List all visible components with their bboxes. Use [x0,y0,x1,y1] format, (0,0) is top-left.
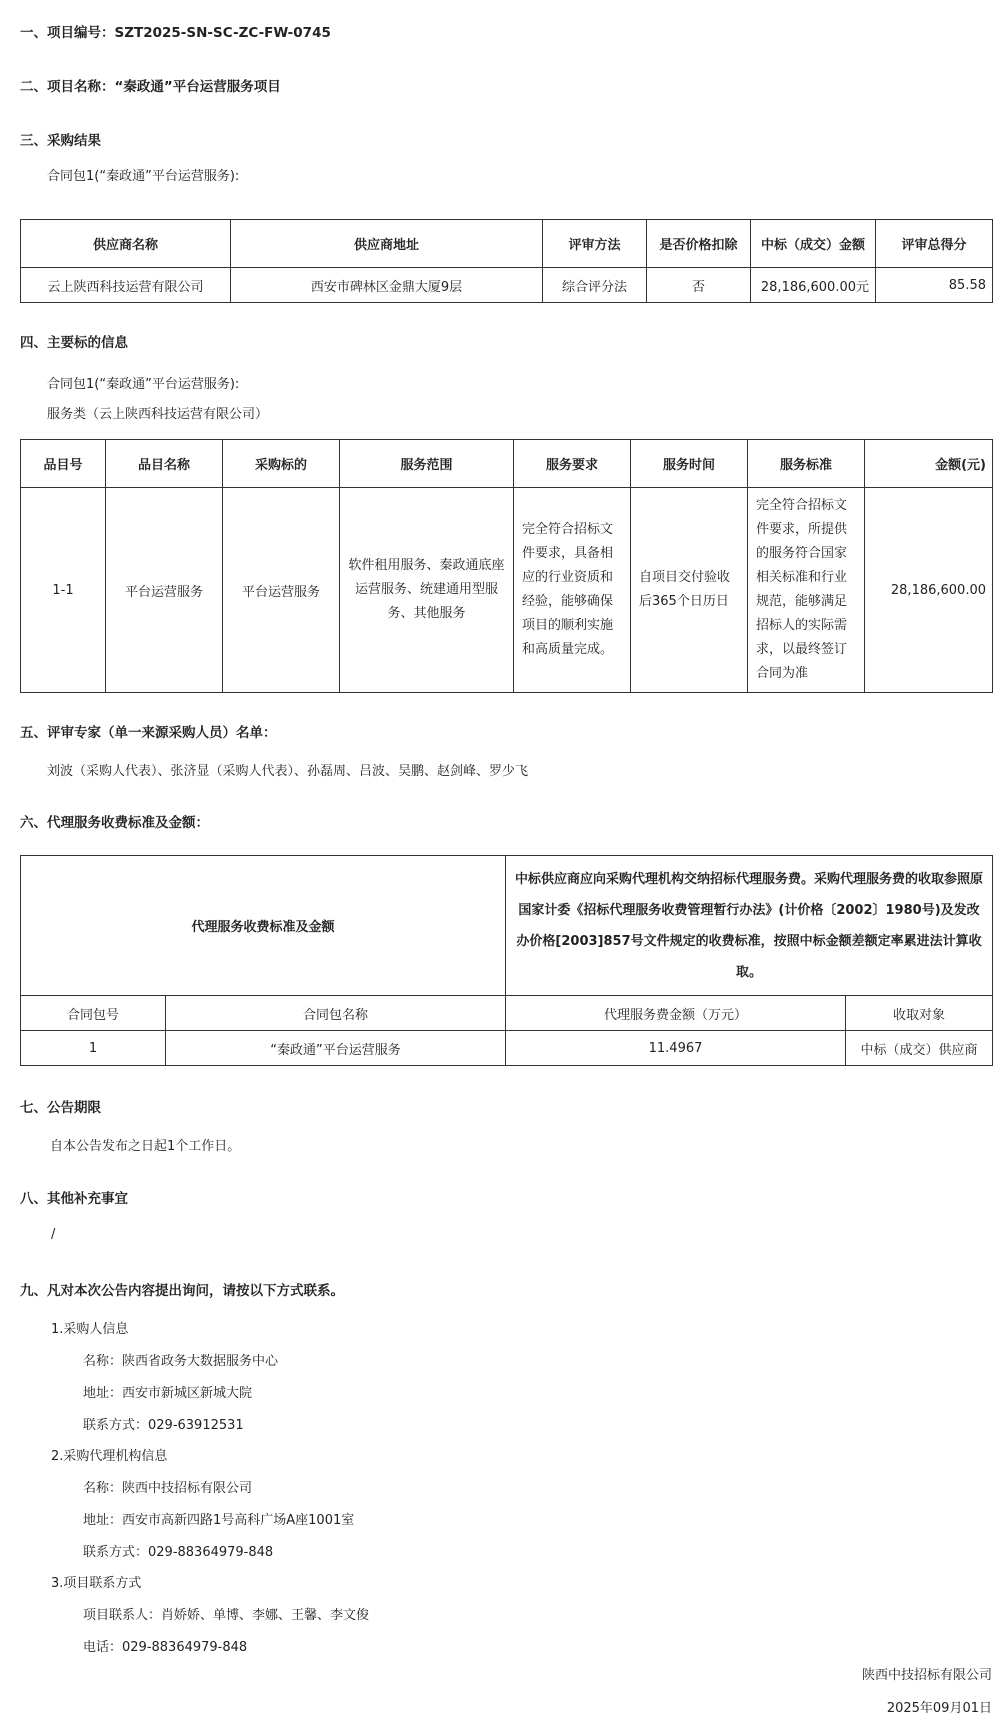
header-cell: 合同包号 [21,996,166,1031]
table-row [21,488,993,693]
agency-name: 名称：陕西中技招标有限公司 [83,1481,253,1496]
total-score-cell: 85.58 [876,268,993,303]
procurement-subject-cell: 平台运营服务 [223,488,340,693]
project-name-label: 二、项目名称： [20,79,115,95]
project-contact-title: 3.项目联系方式 [51,1576,142,1591]
package-number-cell: 1 [21,1031,166,1066]
agency-info-title: 2.采购代理机构信息 [51,1449,168,1464]
experts-list: 刘波（采购人代表）、张济显（采购人代表）、孙磊周、吕波、吴鹏、赵剑峰、罗少飞 [47,764,529,779]
header-cell: 采购标的 [223,440,340,488]
contract-package-label: 合同包1(“秦政通”平台运营服务): [47,169,240,184]
service-requirement-cell: 完全符合招标文件要求，具备相应的行业资质和经验，能够确保项目的顺利实施和高质量完成。 [514,488,631,693]
bid-amount-cell: 28,186,600.00元 [751,268,876,303]
header-cell: 供应商地址 [231,220,543,268]
notice-period-text: 自本公告发布之日起1个工作日。 [50,1139,241,1154]
header-cell: 服务时间 [631,440,748,488]
header-cell: 合同包名称 [166,996,506,1031]
purchaser-info-title: 1.采购人信息 [51,1322,129,1337]
price-deduction-cell: 否 [647,268,751,303]
project-phone: 电话：029-88364979-848 [83,1640,248,1655]
table-header-row [21,996,993,1031]
section-contact-title: 九、凡对本次公告内容提出询问，请按以下方式联系。 [20,1283,344,1299]
package-name-cell: “秦政通”平台运营服务 [166,1031,506,1066]
header-cell: 服务范围 [340,440,514,488]
purchaser-address: 地址：西安市新城区新城大院 [83,1386,253,1401]
service-category-label: 服务类（云上陕西科技运营有限公司） [47,407,269,422]
project-number-value: SZT2025-SN-SC-ZC-FW-0745 [114,25,331,41]
fee-payer-cell: 中标（成交）供应商 [846,1031,993,1066]
supplier-name-cell: 云上陕西科技运营有限公司 [21,268,231,303]
section-agency-fee-title: 六、代理服务收费标准及金额： [20,815,209,831]
agency-address: 地址：西安市高新四路1号高科广场A座1001室 [83,1513,355,1528]
contract-package-label: 合同包1(“秦政通”平台运营服务): [47,377,240,392]
service-time-cell: 自项目交付验收后365个日历日 [631,488,748,693]
header-cell: 供应商名称 [21,220,231,268]
section-notice-period-title: 七、公告期限 [20,1100,101,1116]
fee-standard-notice: 中标供应商应向采购代理机构交纳招标代理服务费。采购代理服务费的收取参照原国家计委《招标代理服务收费管理暂行办法》(计价格〔2002〕1980号)及发改办价格[2003]857号文件规定的收费标准，按照中标金额差额定率累进法计算收取。 [506,856,993,996]
purchaser-name: 名称：陕西省政务大数据服务中心 [83,1354,279,1369]
item-name-cell: 平台运营服务 [106,488,223,693]
fee-standard-label: 代理服务收费标准及金额 [21,856,506,996]
footer-organization: 陕西中技招标有限公司 [861,1668,992,1683]
fee-amount-cell: 11.4967 [506,1031,846,1066]
section-supplementary-title: 八、其他补充事宜 [20,1191,128,1207]
project-number-label: 一、项目编号： [20,25,115,41]
supplier-address-cell: 西安市碑林区金鼎大厦9层 [231,268,543,303]
header-cell: 中标（成交）金额 [751,220,876,268]
supplementary-text: / [51,1227,56,1242]
agency-fee-table [20,855,993,1066]
service-standard-cell: 完全符合招标文件要求，所提供的服务符合国家相关标准和行业规范，能够满足招标人的实际需求，以最终签订合同为准 [748,488,865,693]
service-scope-cell: 软件租用服务、秦政通底座运营服务、统建通用型服务、其他服务 [340,488,514,693]
section-experts-title: 五、评审专家（单一来源采购人员）名单： [20,725,277,741]
item-number-cell: 1-1 [21,488,106,693]
header-cell: 代理服务费金额（万元） [506,996,846,1031]
header-cell: 服务要求 [514,440,631,488]
header-cell: 品目号 [21,440,106,488]
section-procurement-result-title: 三、采购结果 [20,133,101,149]
agency-phone: 联系方式：029-88364979-848 [83,1545,274,1560]
procurement-result-table [20,219,993,303]
table-header-row [21,220,993,268]
table-row [21,268,993,303]
header-cell: 金额(元) [865,440,993,488]
subject-info-table [20,439,993,693]
project-number [20,21,331,41]
section-subject-info-title: 四、主要标的信息 [20,335,128,351]
header-cell: 评审方法 [543,220,647,268]
header-cell: 服务标准 [748,440,865,488]
purchaser-phone: 联系方式：029-63912531 [83,1418,244,1433]
fee-standard-row [21,856,993,996]
table-header-row [21,440,993,488]
header-cell: 评审总得分 [876,220,993,268]
project-contacts: 项目联系人：肖娇娇、单博、李娜、王馨、李文俊 [83,1608,370,1623]
amount-cell: 28,186,600.00 [865,488,993,693]
project-name [20,75,281,95]
project-name-value: “秦政通”平台运营服务项目 [114,79,281,95]
table-row [21,1031,993,1066]
header-cell: 是否价格扣除 [647,220,751,268]
header-cell: 品目名称 [106,440,223,488]
evaluation-method-cell: 综合评分法 [543,268,647,303]
footer-date: 2025年09月01日 [886,1701,992,1716]
header-cell: 收取对象 [846,996,993,1031]
